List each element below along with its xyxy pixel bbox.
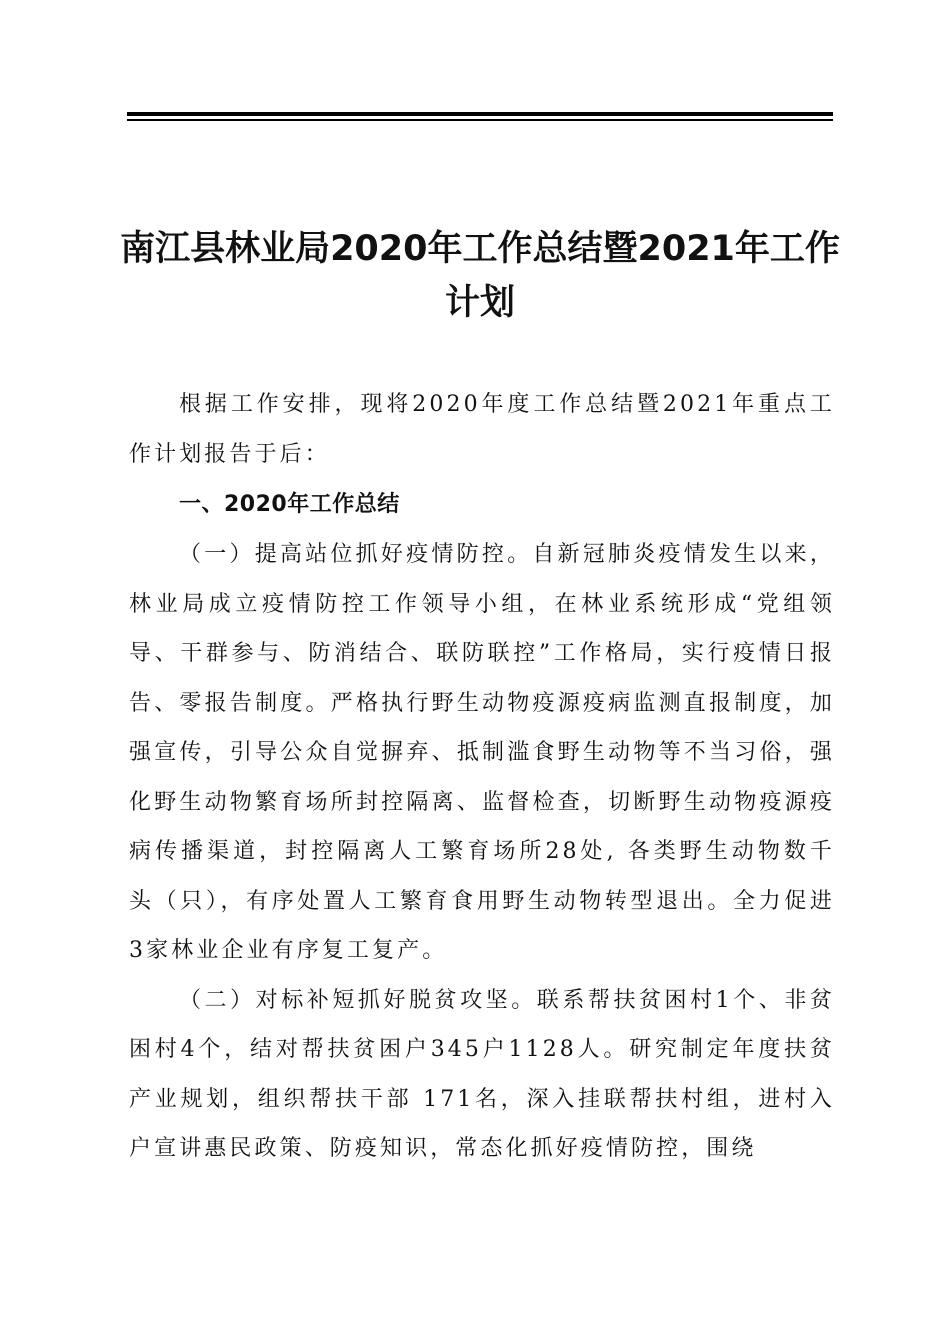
paragraph-body: 联系帮扶贫困村1个、非贫困村4个，结对帮扶贫困户345户1128人。研究制定年度扶贫产业规划，组织帮扶干部 171名，深入挂联帮扶村组，进村入户宣讲惠民政策、防疫知识，常态化抓好疫情防控，围绕 [129,987,835,1161]
header-rule-thick [127,112,833,116]
paragraph-epidemic-control [129,530,835,976]
document-body [129,380,835,1174]
paragraph-lead: （二）对标补短抓好脱贫攻坚。 [179,987,537,1013]
paragraph-lead: （一）提高站位抓好疫情防控。 [179,542,533,567]
document-title: 南江县林业局2020年工作总结暨2021年工作计划 [120,229,840,323]
paragraph-body: 自新冠肺炎疫情发生以来，林业局成立疫情防控工作领导小组，在林业系统形成“党组领导、干群参与、防消结合、联防联控”工作格局，实行疫情日报告、零报告制度。严格执行野生动物疫源疫病监测直报制度，加强宣传，引导公众自觉摒弃、抵制滥食野生动物等不当习俗，强化野生动物繁育场所封控隔离、监督检查，切断野生动物疫源疫病传播渠道，封控隔离人工繁育场所28处, 各类野生动物数千头（只），有序处置人工繁育食用野生动物转型退出。全力促进3家林业企业有序复工复产。 [129,542,836,963]
header-rule-thin [127,119,833,121]
section-heading: 一、2020年工作总结 [179,492,400,517]
paragraph-poverty-alleviation [129,976,835,1174]
intro-paragraph: 根据工作安排，现将2020年度工作总结暨2021年重点工作计划报告于后： [129,392,835,467]
